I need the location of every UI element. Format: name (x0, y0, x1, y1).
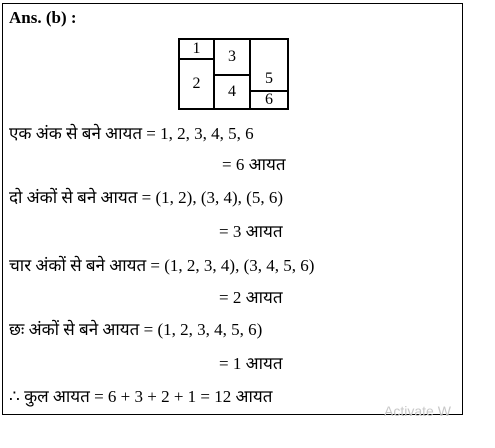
figure-cell-5: 5 (249, 38, 289, 92)
rectangle-figure (178, 38, 289, 110)
one-digit-result: = 6 आयत (222, 155, 286, 174)
two-digit-result: = 3 आयत (219, 222, 283, 241)
figure-cell-4: 4 (213, 74, 251, 110)
figure-cell-6: 6 (249, 90, 289, 110)
four-digit-line: चार अंकों से बने आयत = (1, 2, 3, 4), (3, 4, 5, 6) (9, 256, 315, 275)
four-digit-result: = 2 आयत (219, 288, 283, 307)
one-digit-line: एक अंक से बने आयत = 1, 2, 3, 4, 5, 6 (9, 124, 254, 143)
total-line: ∴ कुल आयत = 6 + 3 + 2 + 1 = 12 आयत (9, 387, 273, 406)
figure-cell-1: 1 (178, 38, 215, 60)
answer-heading: Ans. (b) : (9, 8, 77, 27)
figure-cell-2: 2 (178, 58, 215, 110)
activation-watermark: Activate W (384, 403, 451, 419)
figure-cell-3: 3 (213, 38, 251, 76)
six-digit-line: छः अंकों से बने आयत = (1, 2, 3, 4, 5, 6) (9, 320, 263, 339)
six-digit-result: = 1 आयत (219, 354, 283, 373)
two-digit-line: दो अंकों से बने आयत = (1, 2), (3, 4), (5, 6) (9, 188, 283, 207)
